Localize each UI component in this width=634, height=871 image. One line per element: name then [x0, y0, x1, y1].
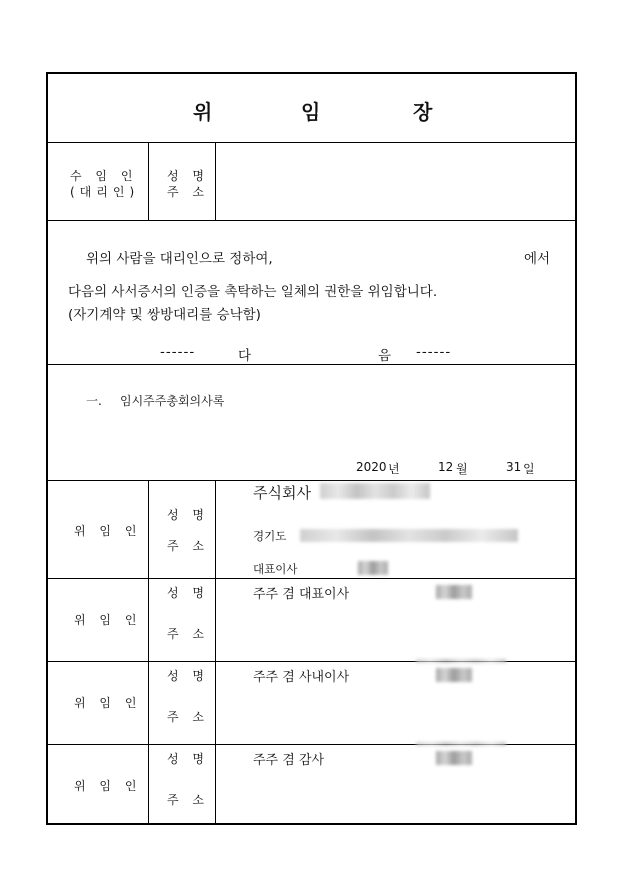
principal-3-name-label: 성 명	[167, 669, 209, 683]
principal-1-name-redaction	[320, 483, 430, 499]
principal-3-top-redaction	[416, 659, 506, 663]
date-month-unit: 월	[456, 462, 468, 476]
principal-4-title: 주주 겸 감사	[253, 753, 325, 768]
statement-line-3: (자기계약 및 쌍방대리를 승낙함)	[68, 307, 261, 323]
heading-right-dash: ------	[416, 344, 452, 360]
heading-char-1: 다	[238, 348, 252, 364]
date-day: 31	[506, 460, 522, 474]
rule-under-statement	[48, 364, 575, 365]
principal-3-title: 주주 겸 사내이사	[253, 670, 350, 685]
principal-2-title: 주주 겸 대표이사	[253, 587, 350, 602]
principal-3-address-label: 주 소	[167, 710, 209, 724]
principal-1-name-label: 성 명	[167, 508, 209, 522]
agent-divider-1	[148, 142, 149, 220]
date-month: 12	[438, 460, 454, 474]
heading-char-2: 음	[378, 348, 392, 364]
principal-1-address: 경기도	[253, 529, 287, 543]
principal-1-representative: 대표이사	[253, 562, 298, 576]
principal-4-name-redaction	[436, 751, 472, 765]
principal-divider-2	[215, 480, 216, 825]
rule-under-item	[48, 480, 575, 481]
principal-4-name-label: 성 명	[167, 752, 209, 766]
principal-3-name-redaction	[436, 668, 472, 682]
principal-1-address-redaction	[300, 529, 518, 542]
principal-3-label: 위 임 인	[74, 696, 142, 710]
principal-2-address-label: 주 소	[167, 627, 209, 641]
principal-divider-1	[148, 480, 149, 825]
date-year: 2020	[356, 460, 387, 474]
power-of-attorney-form	[46, 72, 577, 825]
agent-address-label: 주 소	[167, 185, 209, 199]
principal-1-address-label: 주 소	[167, 539, 209, 553]
date-day-unit: 일	[523, 462, 535, 476]
principal-2-name-label: 성 명	[167, 586, 209, 600]
agent-label: 수 임 인	[70, 169, 138, 183]
rule-under-agent	[48, 220, 575, 221]
rule-under-title	[48, 142, 575, 143]
principal-1-label: 위 임 인	[74, 524, 142, 538]
title-char-2: 임	[301, 100, 321, 124]
item-bullet: 一.	[86, 394, 102, 408]
statement-line-1: 위의 사람을 대리인으로 정하여,	[86, 251, 273, 267]
principal-4-address-label: 주 소	[167, 793, 209, 807]
agent-divider-2	[215, 142, 216, 220]
principal-2-name-redaction	[436, 585, 472, 599]
principal-4-label: 위 임 인	[74, 779, 142, 793]
principal-2-label: 위 임 인	[74, 613, 142, 627]
title-char-3: 장	[413, 100, 433, 124]
title-char-1: 위	[193, 100, 213, 124]
statement-line-2: 다음의 사서증서의 인증을 촉탁하는 일체의 권한을 위임합니다.	[68, 284, 438, 300]
principal-1-representative-redaction	[358, 561, 388, 575]
principal-4-top-redaction	[416, 742, 506, 746]
principal-1-company-name: 주식회사	[253, 484, 311, 502]
statement-line-1-right: 에서	[524, 251, 551, 267]
date-year-unit: 년	[388, 462, 400, 476]
agent-label-sub: (대리인)	[70, 185, 140, 199]
agent-name-label: 성 명	[167, 169, 209, 183]
document-title	[48, 96, 575, 126]
rule-principal-1-2	[48, 578, 575, 579]
heading-left-dash: ------	[160, 344, 196, 360]
item-text: 임시주주총회의사록	[120, 394, 225, 408]
